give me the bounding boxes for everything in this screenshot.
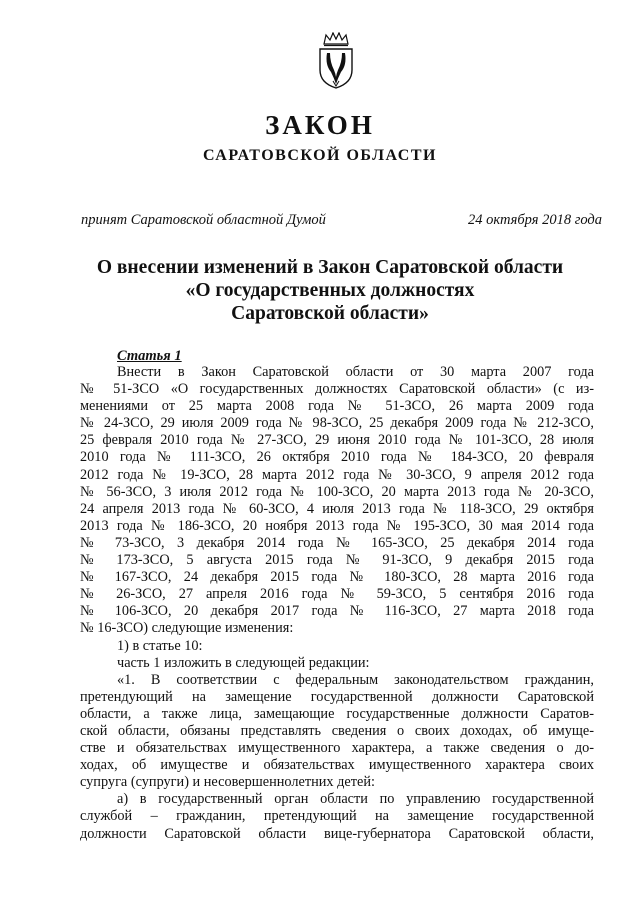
body-line: № 73-ЗСО, 3 декабря 2014 года № 165-ЗСО, 25 декабря 2014 года (80, 534, 594, 551)
body-line: службой – гражданин, претендующий на замещение государственной (80, 808, 594, 825)
heading-line: Саратовской области» (231, 303, 429, 324)
article-title: Статья 1 (117, 348, 182, 364)
body-line: 2013 года № 186-ЗСО, 20 ноября 2013 года № 195-ЗСО, 30 мая 2014 года (80, 517, 594, 534)
body-line: № 16-ЗСО) следующие изменения: (80, 620, 294, 637)
region-name: САРАТОВСКОЙ ОБЛАСТИ (203, 147, 437, 164)
body-line: ходах, об имуществе и обязательствах имущественного характера своих (80, 757, 594, 774)
body-line: менениями от 25 марта 2008 года № 51-ЗСО, 26 марта 2009 года (80, 398, 594, 415)
body-line: области, а также лица, замещающие государственные должности Саратов- (80, 705, 594, 722)
document-heading (60, 256, 600, 325)
body-line: 1) в статье 10: (117, 637, 203, 654)
heading-line: «О государственных должностях (185, 280, 475, 301)
heading-line: О внесении изменений в Закон Саратовской области (96, 257, 564, 278)
body-line: № 173-ЗСО, 5 августа 2015 года № 91-ЗСО, 9 декабря 2015 года (80, 552, 594, 569)
body-line: № 51-ЗСО «О государственных должностях Саратовской области» (с из- (80, 381, 594, 398)
coat-of-arms-icon (316, 32, 356, 90)
body-line: а) в государственный орган области по управлению государственной (117, 791, 594, 808)
article-body (80, 364, 594, 843)
body-line: Внести в Закон Саратовской области от 30 марта 2007 года (117, 364, 594, 380)
body-line: «1. В соответствии с федеральным законодательством гражданин, (117, 671, 594, 688)
law-title: ЗАКОН (265, 110, 375, 140)
body-line: 2010 года № 111-ЗСО, 26 октября 2010 года № 184-ЗСО, 20 февраля (80, 449, 594, 466)
adopted-by: принят Саратовской областной Думой (81, 212, 326, 228)
body-line: 2012 года № 19-ЗСО, 28 марта 2012 года № 30-ЗСО, 9 апреля 2012 года (80, 466, 594, 483)
body-line: претендующий на замещение государственной должности Саратовской (80, 688, 594, 705)
body-line: № 24-ЗСО, 29 июля 2009 года № 98-ЗСО, 25 декабря 2009 года № 212-ЗСО, (80, 415, 594, 432)
body-line: № 26-ЗСО, 27 апреля 2016 года № 59-ЗСО, 5 сентября 2016 года (80, 586, 594, 603)
body-line: 24 апреля 2013 года № 60-ЗСО, 4 июля 2013 года № 118-ЗСО, 29 октября (80, 500, 594, 517)
body-line: № 106-ЗСО, 20 декабря 2017 года № 116-ЗСО, 27 марта 2018 года (80, 603, 594, 620)
body-line: № 56-ЗСО, 3 июля 2012 года № 100-ЗСО, 20 марта 2013 года № 20-ЗСО, (80, 483, 594, 500)
body-line: ской области, обязаны представлять сведения о своих доходах, об имуще- (80, 722, 594, 739)
body-line: 25 февраля 2010 года № 27-ЗСО, 29 июня 2010 года № 101-ЗСО, 28 июля (80, 432, 594, 449)
adopted-date: 24 октября 2018 года (468, 212, 602, 228)
body-line: № 167-ЗСО, 24 декабря 2015 года № 180-ЗСО, 28 марта 2016 года (80, 569, 594, 586)
body-line: супруга (супруги) и несовершеннолетних детей: (80, 774, 375, 791)
body-line: стве и обязательствах имущественного характера, а также сведения о до- (80, 740, 594, 757)
body-line: часть 1 изложить в следующей редакции: (117, 654, 370, 671)
body-line: должности Саратовской области вице-губернатора Саратовской области, (80, 825, 594, 842)
